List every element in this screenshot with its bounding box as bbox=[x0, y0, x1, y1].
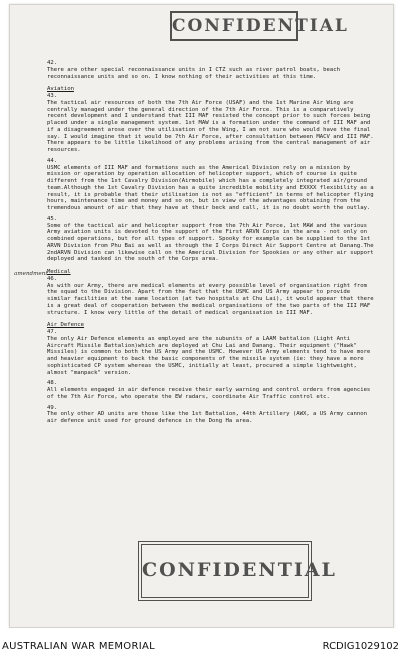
confidential-stamp-bottom: CONFIDENTIAL bbox=[138, 541, 312, 601]
section bbox=[47, 86, 377, 263]
handwritten-margin-note: amendment bbox=[14, 271, 48, 277]
paragraph bbox=[47, 60, 377, 80]
paragraph-text: The only other AD units are those like the 1st Battalion, 44th Artillery (AWX, a US Army cannon air defence unit used for ground defence in the Dong Ha area. bbox=[47, 411, 367, 424]
paragraph-text: As with our Army, there are medical elements at every possible level of organisation right from the squad to the Division. Apart from the fact that the USMC and US Army appear to provide similar facilities at the same location (at two hospitals at Chu Lai), it would appear that there is a great deal of cooperation between the medical organisations of the two parts of the III MAF structure. I know very little of the detail of medical organisation in III MAF. bbox=[47, 282, 374, 316]
section bbox=[47, 269, 377, 316]
paragraph bbox=[47, 216, 377, 263]
section bbox=[47, 322, 377, 425]
paragraph-number: 47. bbox=[47, 329, 58, 335]
paragraph bbox=[47, 380, 377, 400]
paragraph-number: 46. bbox=[47, 275, 58, 282]
archive-footer bbox=[0, 628, 403, 654]
paragraph-text: There are other special reconnaissance units in I CTZ such as river patrol boats, beach reconnaissance units and so on. I know nothing of their activities at this time. bbox=[47, 66, 340, 80]
document-body bbox=[47, 60, 377, 429]
section-heading: Air Defence bbox=[47, 322, 85, 329]
paragraph-number: 43. bbox=[47, 93, 58, 99]
document-page bbox=[9, 4, 394, 628]
paragraph-number: 42. bbox=[47, 60, 58, 66]
paragraph bbox=[47, 405, 377, 425]
paragraph-text: Some of the tactical air and helicopter support from the 7th Air Force, 1st MAW and the various Army aviation units is devoted to the support of the First ARVN Corps in the area - not only on combined operations, but for all types of support. Spooky for example can be supplied to the 1st ARVN Division from Phu Bai as well as through the I Corps Direct Air Support Centre at Danang.The 2ndARVN Division can likewise call on the Americal Division for Spookies or any other air support deployed and tasked in the south of the Corps area. bbox=[47, 222, 374, 263]
section-heading: Medical bbox=[47, 269, 71, 275]
paragraph bbox=[47, 158, 377, 212]
paragraph-text: The only Air Defence elements as employed are the subunits of a LAAM battalion (Light Anti Aircraft Missile Battalion)which are deployed at Chu Lai and Danang. Their equipment ("Hawk" Missiles) is common to both the US Army and the USMC. However US Army elements tend to have more and heavier equipment to back the basic components of the missile system (ie: they have a more sophisticated CP system whereas the USMC, initially at least, procured a simple lightweight, almost "manpack" version. bbox=[47, 335, 371, 376]
paragraph-number: 48. bbox=[47, 380, 58, 387]
paragraph bbox=[47, 329, 377, 376]
paragraph-text: All elements engaged in air defence receive their early warning and control orders from agencies of the 7th Air Force, who operate the EW radars, coordinate Air Traffic control etc. bbox=[47, 387, 371, 400]
paragraph bbox=[47, 93, 377, 154]
archive-record-id: RCDIG1029102 bbox=[322, 641, 399, 652]
section bbox=[47, 60, 377, 80]
section-heading: Aviation bbox=[47, 86, 74, 93]
paragraph-text: The tactical air resources of both the 7th Air Force (USAF) and the 1st Marine Air Wing are centrally managed under the general direction of the 7th Air Force. This is a comparatively recent development and I understand that III MAF resisted the concept prior to such forces being placed under a single management system. 1st MAW is a formation under the command of III MAF and if a disagreement arose over the utilisation of the Wing, I am not sure who would have the final say. I would imagine that it would be 7th Air Force, after consultation between MACV and III MAF. There appears to be little likelihood of any problems arising from the central management of air resources. bbox=[47, 99, 374, 153]
confidential-stamp-top: CONFIDENTIAL bbox=[170, 11, 298, 41]
paragraph-number: 45. bbox=[47, 215, 58, 222]
paragraph bbox=[47, 276, 377, 317]
archive-name: AUSTRALIAN WAR MEMORIAL bbox=[2, 641, 155, 652]
paragraph-text: USMC elements of III MAF and formations such as the Americal Division rely on a mission by mission or operation by operation allocation of helicopter support, which of course is quite different from the 1st Cavalry Division(Airmobile) which has a completely integrated air/ground team.Although the 1st Cavalry Division has a quite incredible mobility and EXXXX flexibility as a result, it is probable that their utilisation is not as "efficient" in terms of helicopter flying hours, maintenance time and money and so on, but in view of the advantages obtaining from the tremendous amount of air that they have at their beck and call, it is no doubt worth the outlay. bbox=[47, 164, 374, 211]
paragraph-number: 49. bbox=[47, 404, 58, 411]
paragraph-number: 44. bbox=[47, 157, 58, 164]
